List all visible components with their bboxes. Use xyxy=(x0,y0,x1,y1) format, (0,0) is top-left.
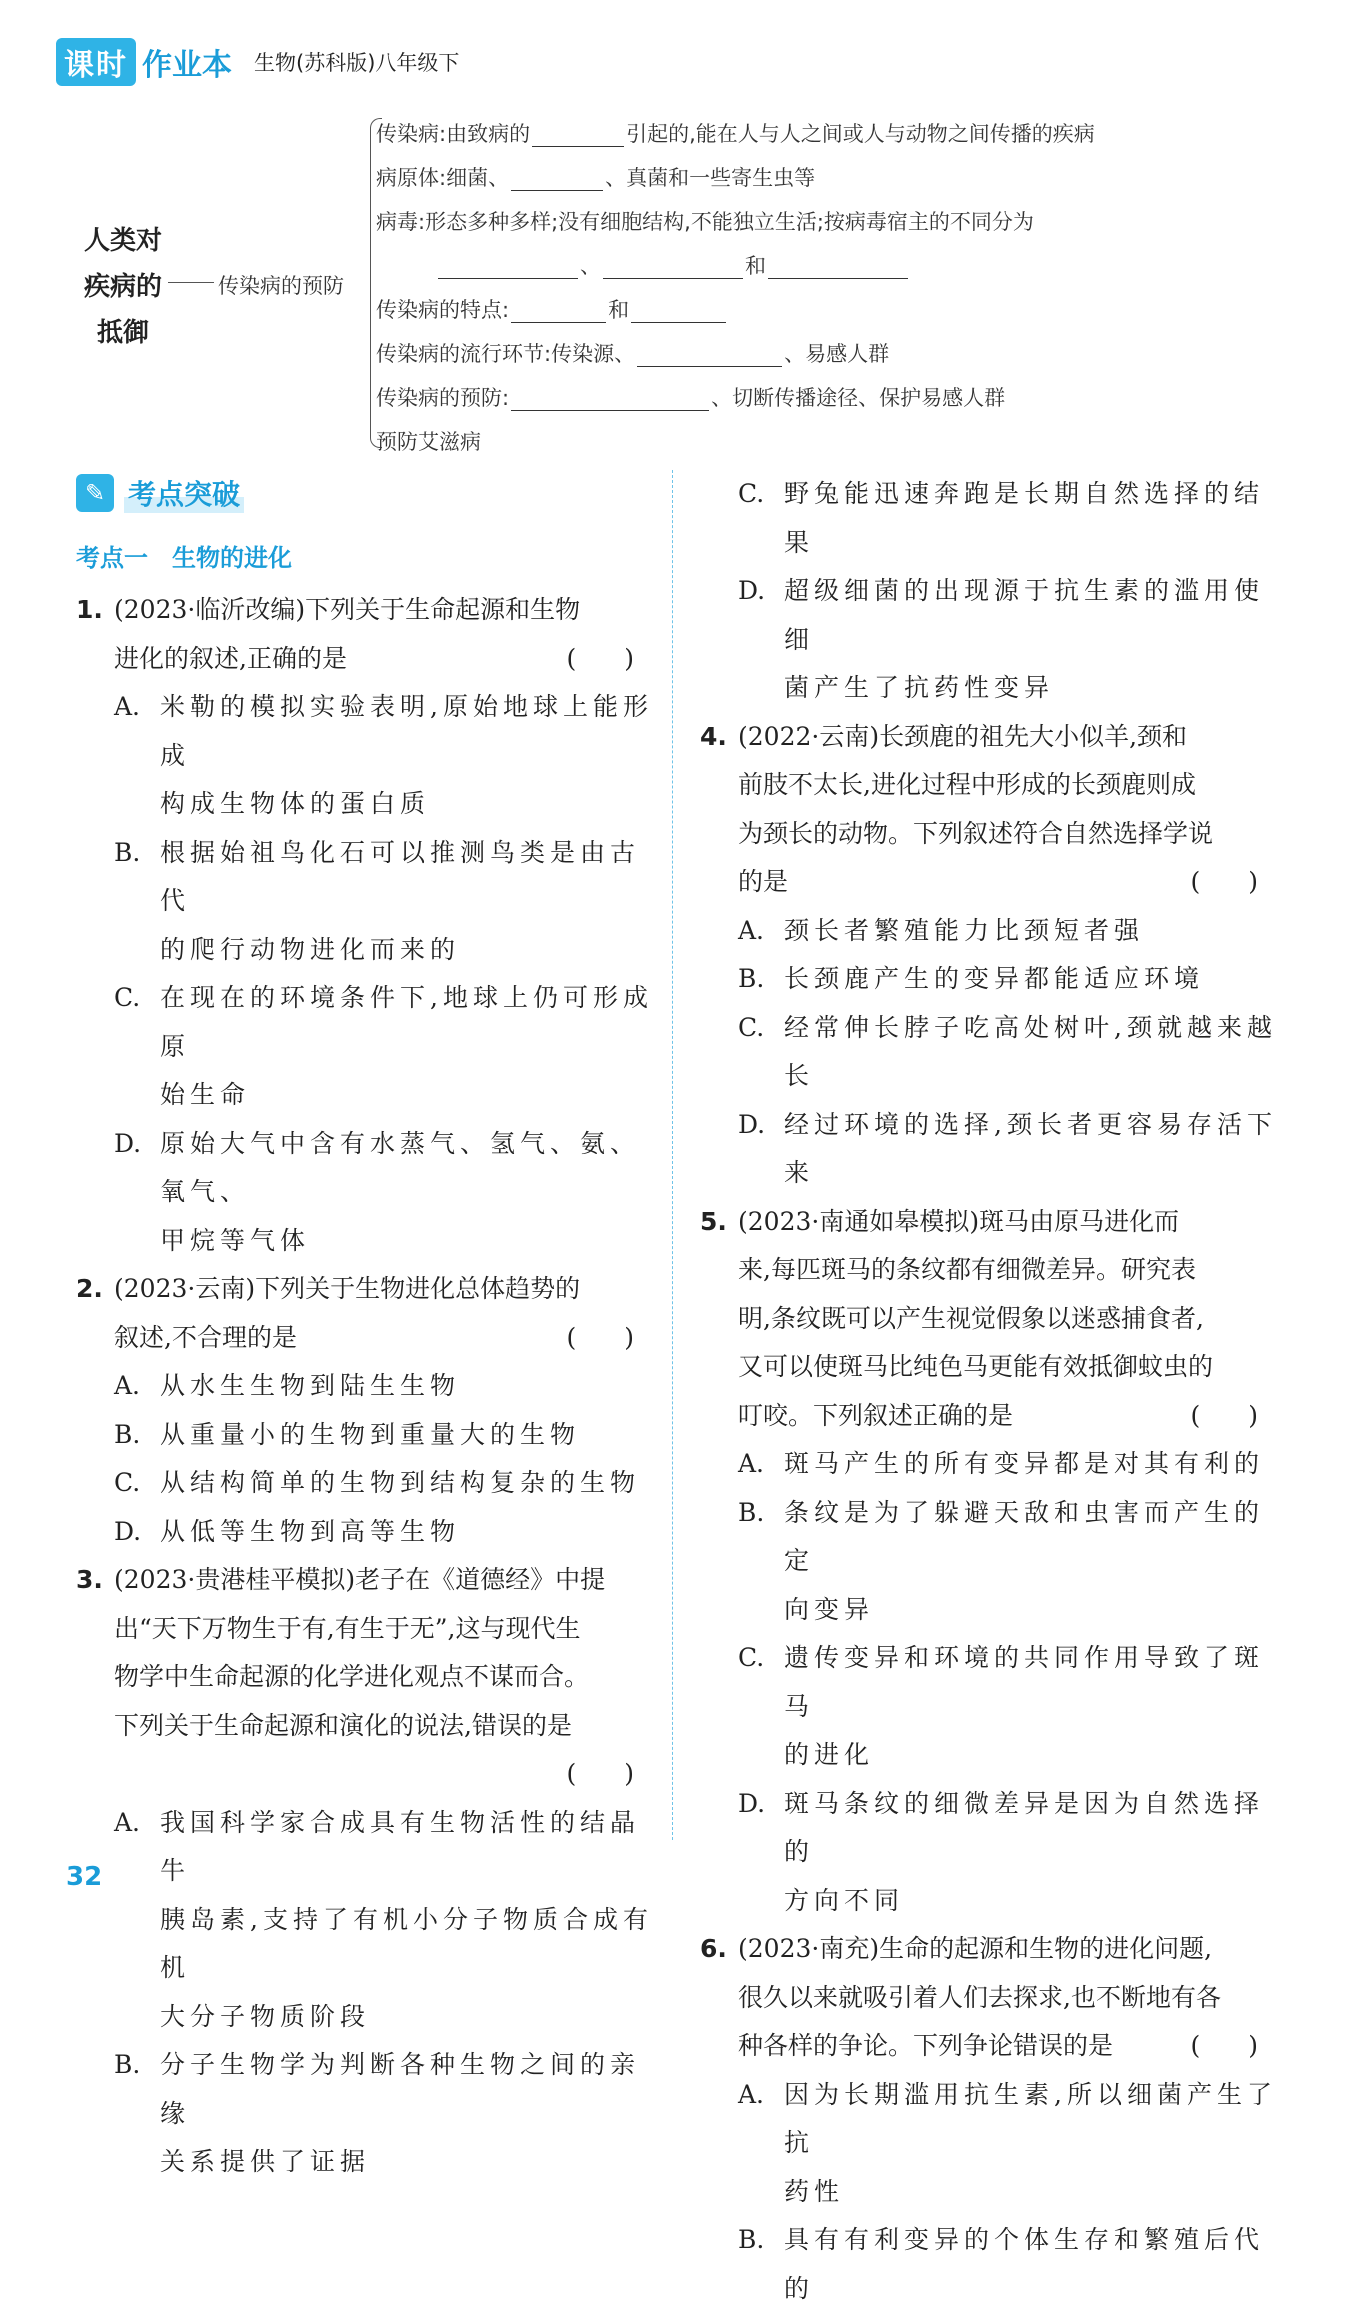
section-title: 考点突破 xyxy=(124,473,244,513)
branch-text: 病毒:形态多种多样;没有细胞结构,不能独立生活;按病毒宿主的不同分为 xyxy=(376,210,1034,234)
logo-text: 作业本 xyxy=(142,48,232,83)
mindmap-branch xyxy=(376,244,1095,288)
option-text: 胰岛素,支持了有机小分子物质合成有机 xyxy=(160,1904,653,1982)
question-number: 4. xyxy=(700,721,727,751)
question-5 xyxy=(700,1198,1278,1926)
question-6 xyxy=(700,1925,1278,2313)
question-number: 6. xyxy=(700,1934,727,1963)
stem-line: 前肢不太长,进化过程中形成的长颈鹿则成 xyxy=(738,770,1196,799)
fill-blank[interactable] xyxy=(768,255,908,279)
mindmap-branch xyxy=(376,420,1095,464)
option-b[interactable] xyxy=(700,2216,1278,2313)
logo-mark: 课时 xyxy=(56,38,136,86)
option-b[interactable] xyxy=(76,1411,654,1460)
stem-line: 很久以来就吸引着人们去探求,也不断地有各 xyxy=(738,1982,1221,2012)
stem-line xyxy=(738,1392,1278,1441)
option-label: A. xyxy=(114,1807,141,1837)
question-1 xyxy=(76,586,654,1265)
stem-line: (2023·云南)下列关于生物进化总体趋势的 xyxy=(114,1274,581,1303)
page-header xyxy=(56,38,459,86)
option-text: 原始大气中含有水蒸气、氢气、氨、氧气、 xyxy=(160,1128,641,1206)
option-text: 从水生生物到陆生生物 xyxy=(160,1371,461,1400)
option-text: 长颈鹿产生的变异都能适应环境 xyxy=(784,964,1205,993)
option-text: 斑马条纹的细微差异是因为自然选择的 xyxy=(784,1788,1265,1866)
option-text: 具有有利变异的个体生存和繁殖后代的 xyxy=(784,2225,1265,2303)
option-text: 遗传变异和环境的共同作用导致了斑马 xyxy=(784,1643,1265,1721)
question-stem xyxy=(76,1556,654,1799)
answer-bracket[interactable]: ( ) xyxy=(1190,867,1278,896)
stem-line: 出“天下万物生于有,有生于无”,这与现代生 xyxy=(114,1613,581,1643)
option-label: B. xyxy=(114,2050,141,2079)
mindmap-branch xyxy=(376,156,1095,200)
answer-bracket[interactable]: ( ) xyxy=(566,643,654,673)
right-column xyxy=(700,470,1278,2313)
option-label: C. xyxy=(738,1643,765,1672)
option-b[interactable] xyxy=(76,829,654,975)
option-text: 颈长者繁殖能力比颈短者强 xyxy=(784,915,1145,945)
question-4 xyxy=(700,713,1278,1198)
option-text: 方向不同 xyxy=(784,1885,905,1915)
question-3 xyxy=(76,1556,654,2187)
option-label: A. xyxy=(738,915,765,945)
mindmap-root-line: 人类对 xyxy=(83,226,162,256)
stem-text: 叙述,不合理的是 xyxy=(114,1322,297,1352)
mindmap-branch xyxy=(376,288,1095,332)
option-d[interactable] xyxy=(700,1780,1278,1926)
answer-bracket[interactable]: ( ) xyxy=(566,1322,654,1352)
stem-line: 明,条纹既可以产生视觉假象以迷惑捕食者, xyxy=(738,1303,1204,1333)
mindmap-branch xyxy=(376,112,1095,156)
option-c[interactable] xyxy=(700,1634,1278,1780)
option-label: D. xyxy=(738,576,766,605)
stem-line: (2023·南通如皋模拟)斑马由原马进化而 xyxy=(738,1206,1180,1236)
option-text: 经过环境的选择,颈长者更容易存活下来 xyxy=(784,1109,1277,1187)
option-text: 构成生物体的蛋白质 xyxy=(160,789,431,818)
option-text: 我国科学家合成具有生物活性的结晶牛 xyxy=(160,1807,641,1885)
option-text: 超级细菌的出现源于抗生素的滥用使细 xyxy=(784,576,1265,654)
fill-blank[interactable] xyxy=(438,255,578,279)
book-subtitle: 生物(苏科版)八年级下 xyxy=(254,51,460,75)
option-a[interactable] xyxy=(700,1440,1278,1489)
option-c[interactable] xyxy=(76,974,654,1120)
branch-text: 和 xyxy=(608,298,630,322)
option-text: 始生命 xyxy=(160,1080,251,1109)
branch-text: 传染病:由致病的 xyxy=(376,122,531,146)
answer-bracket[interactable]: ( ) xyxy=(566,1759,654,1788)
topic-title: 考点一 生物的进化 xyxy=(76,544,292,572)
branch-text: 预防艾滋病 xyxy=(376,430,481,454)
option-label: B. xyxy=(738,2225,765,2254)
question-number: 1. xyxy=(76,595,103,624)
option-label: A. xyxy=(738,1449,765,1478)
stem-line xyxy=(738,2022,1278,2071)
branch-text: 和 xyxy=(745,254,766,278)
option-label: D. xyxy=(114,1516,142,1546)
option-label: C. xyxy=(114,983,141,1012)
option-text: 斑马产生的所有变异都是对其有利的 xyxy=(784,1449,1265,1478)
branch-text: 传染病的流行环节:传染源、 xyxy=(376,342,636,366)
option-text: 向变异 xyxy=(784,1594,875,1624)
question-stem xyxy=(700,1925,1278,2071)
fill-blank[interactable] xyxy=(631,299,726,323)
option-label: D. xyxy=(738,1788,766,1818)
fill-blank[interactable] xyxy=(637,343,782,367)
fill-blank[interactable] xyxy=(511,387,709,411)
question-2 xyxy=(76,1265,654,1556)
left-column xyxy=(76,470,654,2187)
mindmap-middle-node: 传染病的预防 xyxy=(218,274,344,298)
mindmap-branch xyxy=(376,332,1095,376)
branch-text: 引起的,能在人与人之间或人与动物之间传播的疾病 xyxy=(626,122,1095,146)
option-text: 条纹是为了躲避天敌和虫害而产生的定 xyxy=(784,1497,1265,1575)
stem-line: 来,每匹斑马的条纹都有细微差异。研究表 xyxy=(738,1255,1196,1284)
option-text: 分子生物学为判断各种生物之间的亲缘 xyxy=(160,2050,641,2128)
branch-text: 传染病的预防: xyxy=(376,386,510,410)
fill-blank[interactable] xyxy=(603,255,743,279)
option-label: B. xyxy=(114,837,141,867)
option-text: 从重量小的生物到重量大的生物 xyxy=(160,1419,581,1449)
option-b[interactable] xyxy=(76,2041,654,2187)
mindmap-root-line: 抵御 xyxy=(96,318,149,348)
fill-blank[interactable] xyxy=(511,299,606,323)
option-a[interactable] xyxy=(700,2071,1278,2217)
option-text: 菌产生了抗药性变异 xyxy=(784,673,1055,702)
question-3-continued xyxy=(700,470,1278,713)
option-label: D. xyxy=(114,1128,142,1158)
option-text: 根据始祖鸟化石可以推测鸟类是由古代 xyxy=(160,837,641,915)
option-c[interactable] xyxy=(700,470,1278,567)
option-text: 野兔能迅速奔跑是长期自然选择的结果 xyxy=(784,479,1265,557)
option-label: C. xyxy=(738,1012,765,1042)
option-a[interactable] xyxy=(700,907,1278,956)
option-text: 药性 xyxy=(784,2176,845,2206)
option-text: 经常伸长脖子吃高处树叶,颈就越来越长 xyxy=(784,1012,1277,1090)
stem-text: 叮咬。下列叙述正确的是 xyxy=(738,1400,1014,1430)
option-label: A. xyxy=(114,1371,141,1400)
page-number: 32 xyxy=(66,1862,103,1892)
column-divider xyxy=(672,470,673,1840)
stem-line: 物学中生命起源的化学进化观点不谋而合。 xyxy=(114,1662,590,1691)
option-d[interactable] xyxy=(700,1101,1278,1198)
option-c[interactable] xyxy=(76,1459,654,1508)
stem-text: 的是 xyxy=(738,867,789,896)
option-a[interactable] xyxy=(76,1362,654,1411)
question-number: 5. xyxy=(700,1206,727,1236)
fill-blank[interactable] xyxy=(532,123,624,147)
stem-line: (2022·云南)长颈鹿的祖先大小似羊,颈和 xyxy=(738,721,1188,751)
option-label: A. xyxy=(738,2079,765,2109)
fill-blank[interactable] xyxy=(511,167,603,191)
option-text: 关系提供了证据 xyxy=(160,2147,371,2176)
option-label: B. xyxy=(738,964,765,993)
question-stem xyxy=(76,586,654,683)
option-text: 的爬行动物进化而来的 xyxy=(160,934,461,964)
stem-text: 进化的叙述,正确的是 xyxy=(114,643,347,673)
stem-line: (2023·贵港桂平模拟)老子在《道德经》中提 xyxy=(114,1565,606,1594)
stem-line: 又可以使斑马比纯色马更能有效抵御蚊虫的 xyxy=(738,1352,1214,1381)
mindmap-branches xyxy=(376,112,1095,464)
option-label: C. xyxy=(114,1468,141,1497)
stem-text: 种各样的争论。下列争论错误的是 xyxy=(738,2031,1114,2060)
mindmap-branch xyxy=(376,376,1095,420)
option-b[interactable] xyxy=(700,955,1278,1004)
option-text: 从结构简单的生物到结构复杂的生物 xyxy=(160,1468,641,1497)
question-stem xyxy=(700,713,1278,907)
stem-line xyxy=(114,1314,654,1363)
answer-bracket[interactable]: ( ) xyxy=(1190,1400,1278,1430)
mindmap-root xyxy=(78,218,168,356)
mindmap-branch xyxy=(376,200,1095,244)
option-c[interactable] xyxy=(700,1004,1278,1101)
option-label: B. xyxy=(114,1419,141,1449)
stem-line xyxy=(738,858,1278,907)
option-label: D. xyxy=(738,1109,766,1139)
branch-text: 、易感人群 xyxy=(784,342,890,366)
option-text: 大分子物质阶段 xyxy=(160,2001,371,2031)
option-d[interactable] xyxy=(700,567,1278,713)
stem-line: (2023·临沂改编)下列关于生命起源和生物 xyxy=(114,595,581,624)
question-stem xyxy=(76,1265,654,1362)
option-b[interactable] xyxy=(700,1489,1278,1635)
book-logo xyxy=(56,38,232,86)
question-number: 3. xyxy=(76,1565,103,1594)
option-text: 从低等生物到高等生物 xyxy=(160,1516,461,1546)
stem-line xyxy=(114,635,654,684)
option-d[interactable] xyxy=(76,1120,654,1266)
question-number: 2. xyxy=(76,1274,103,1303)
option-label: B. xyxy=(738,1497,765,1527)
mindmap-connector xyxy=(168,282,214,283)
option-text: 甲烷等气体 xyxy=(160,1225,311,1255)
option-text: 的进化 xyxy=(784,1740,875,1769)
option-text: 米勒的模拟实验表明,原始地球上能形成 xyxy=(160,692,653,770)
option-d[interactable] xyxy=(76,1508,654,1557)
section-header xyxy=(76,470,654,516)
branch-text: 、 xyxy=(580,254,601,278)
option-a[interactable] xyxy=(76,1799,654,2042)
branch-text: 传染病的特点: xyxy=(376,298,510,322)
option-text: 因为长期滥用抗生素,所以细菌产生了抗 xyxy=(784,2079,1277,2157)
answer-bracket[interactable]: ( ) xyxy=(1190,2031,1278,2060)
branch-text: 、真菌和一些寄生虫等 xyxy=(605,166,816,190)
stem-line: 为颈长的动物。下列叙述符合自然选择学说 xyxy=(738,818,1214,848)
stem-line: 下列关于生命起源和演化的说法,错误的是 xyxy=(114,1710,572,1740)
question-stem xyxy=(700,1198,1278,1441)
option-label: C. xyxy=(738,479,765,508)
branch-text: 、切断传播途径、保护易感人群 xyxy=(711,386,1006,410)
option-text: 在现在的环境条件下,地球上仍可形成原 xyxy=(160,983,653,1061)
stem-line: (2023·南充)生命的起源和生物的进化问题, xyxy=(738,1934,1213,1963)
option-label: A. xyxy=(114,692,141,721)
branch-text: 病原体:细菌、 xyxy=(376,166,510,190)
option-a[interactable] xyxy=(76,683,654,829)
pencil-icon: ✎ xyxy=(76,474,114,512)
mindmap-root-line: 疾病的 xyxy=(83,272,162,302)
